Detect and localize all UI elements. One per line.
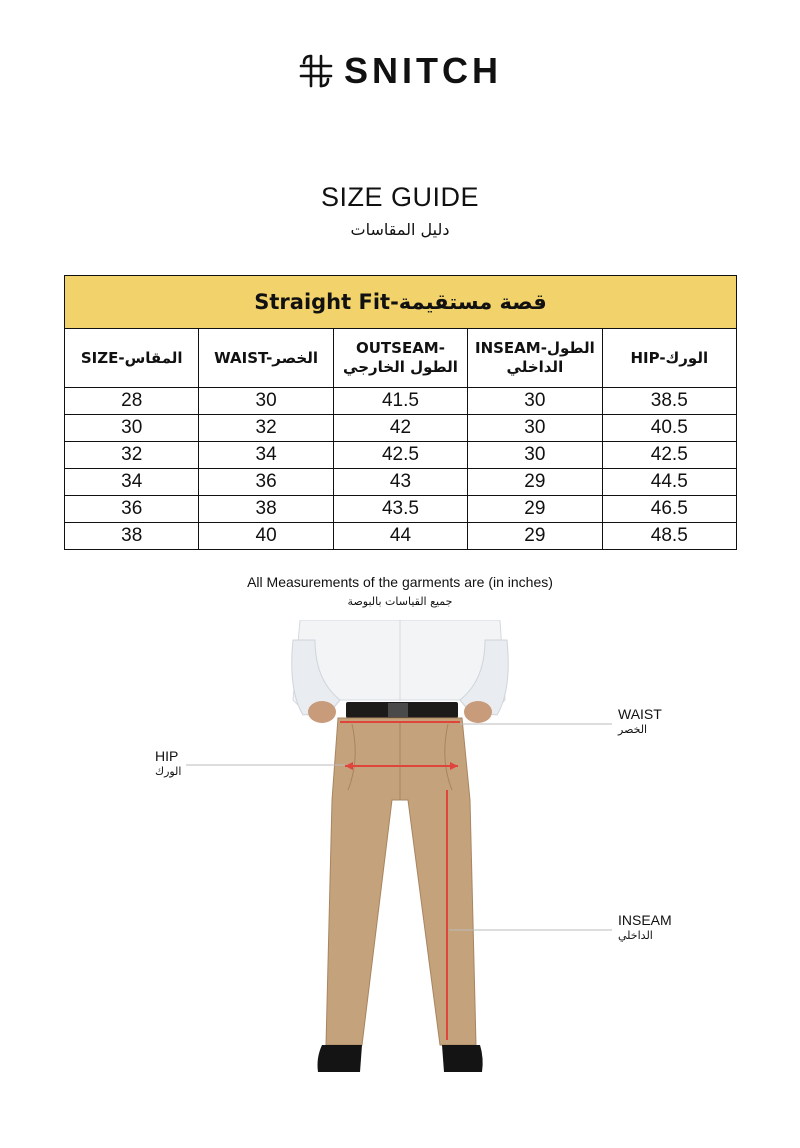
inseam-label: INSEAM	[618, 912, 672, 928]
cell-hip: 48.5	[602, 523, 736, 550]
cell-hip: 42.5	[602, 442, 736, 469]
column-header-hip: HIP-الورك	[602, 329, 736, 388]
column-header-outseam: OUTSEAM- الطول الخارجي	[333, 329, 467, 388]
cell-size: 28	[65, 388, 199, 415]
page-title: SIZE GUIDE	[320, 182, 480, 212]
inseam-callout	[618, 912, 672, 944]
cell-hip: 40.5	[602, 415, 736, 442]
cell-outseam: 41.5	[333, 388, 467, 415]
cell-waist: 36	[199, 469, 333, 496]
page-title-arabic: دليل المقاسات	[350, 220, 450, 239]
brand-name: SNITCH	[344, 50, 502, 91]
table-row	[65, 469, 737, 496]
hip-label-arabic: الورك	[155, 765, 182, 778]
cell-outseam: 43	[333, 469, 467, 496]
cell-waist: 40	[199, 523, 333, 550]
brand-logo	[0, 50, 800, 92]
waist-label-arabic: الخصر	[618, 723, 648, 736]
cell-size: 38	[65, 523, 199, 550]
cell-outseam: 44	[333, 523, 467, 550]
hip-callout	[155, 748, 181, 780]
cell-hip: 44.5	[602, 469, 736, 496]
cell-hip: 38.5	[602, 388, 736, 415]
size-table	[64, 275, 737, 550]
cell-inseam: 29	[468, 496, 602, 523]
measurement-note: All Measurements of the garments are (in inches)	[247, 574, 553, 590]
fit-title: Straight Fit-قصة مستقيمة	[65, 276, 737, 329]
cell-outseam: 43.5	[333, 496, 467, 523]
shirt-illustration	[292, 620, 509, 715]
cell-waist: 38	[199, 496, 333, 523]
cell-waist: 30	[199, 388, 333, 415]
column-header-waist: WAIST-الخصر	[199, 329, 333, 388]
cell-size: 30	[65, 415, 199, 442]
cell-outseam: 42	[333, 415, 467, 442]
column-header-inseam: INSEAM-الطول الداخلي	[468, 329, 602, 388]
table-row	[65, 496, 737, 523]
cell-inseam: 29	[468, 469, 602, 496]
cell-hip: 46.5	[602, 496, 736, 523]
trousers-illustration	[0, 620, 800, 1080]
measurement-note-arabic: جميع القياسات بالبوصة	[347, 595, 453, 608]
cell-inseam: 30	[468, 442, 602, 469]
table-row	[65, 388, 737, 415]
table-row	[65, 442, 737, 469]
cell-outseam: 42.5	[333, 442, 467, 469]
cell-waist: 32	[199, 415, 333, 442]
cell-size: 36	[65, 496, 199, 523]
table-header-row	[65, 329, 737, 388]
cell-size: 34	[65, 469, 199, 496]
cell-inseam: 30	[468, 415, 602, 442]
hip-label: HIP	[155, 748, 179, 764]
waist-callout	[618, 706, 662, 738]
table-row	[65, 415, 737, 442]
column-header-size: SIZE-المقاس	[65, 329, 199, 388]
waist-label: WAIST	[618, 706, 662, 722]
table-row	[65, 523, 737, 550]
snitch-logo-icon	[298, 53, 334, 89]
inseam-label-arabic: الداخلي	[618, 929, 653, 942]
cell-inseam: 30	[468, 388, 602, 415]
cell-waist: 34	[199, 442, 333, 469]
cell-inseam: 29	[468, 523, 602, 550]
cell-size: 32	[65, 442, 199, 469]
